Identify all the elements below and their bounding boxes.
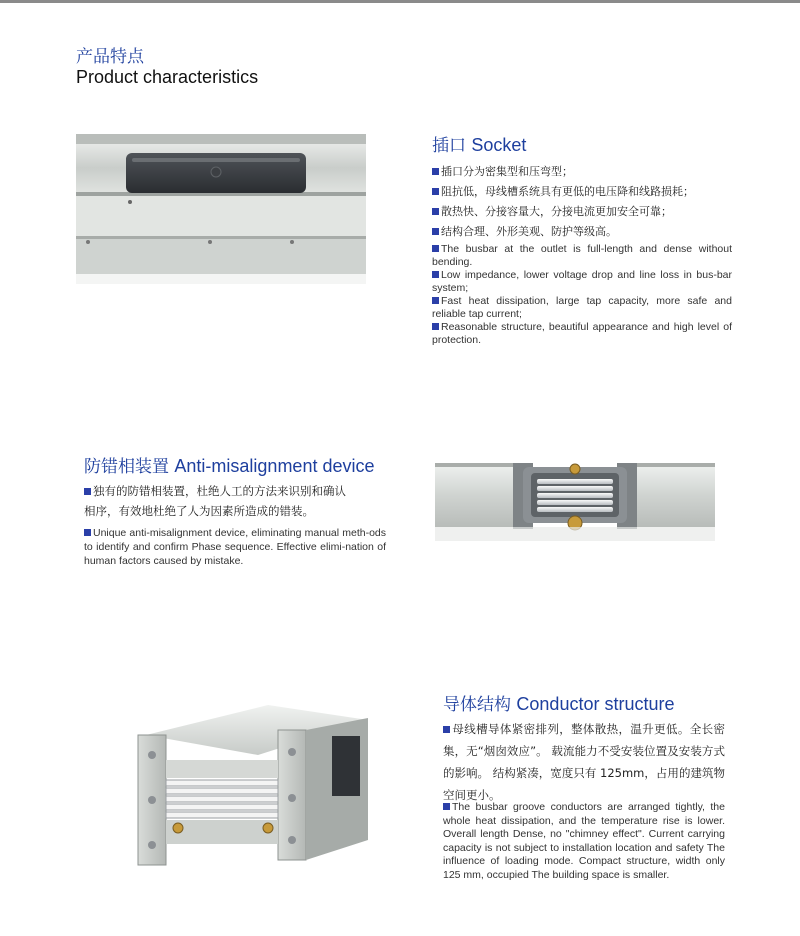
list-item: The busbar at the outlet is full-length and dense without bending. xyxy=(432,243,732,268)
bullet-square-icon xyxy=(443,803,450,810)
list-item: 结构合理、外形美观、防护等级高。 xyxy=(432,222,742,242)
anti-title xyxy=(84,452,375,477)
socket-photo xyxy=(62,120,372,305)
conductor-cn-text: 母线槽导体紧密排列，整体散热，温升更低。全长密集，无“烟囱效应”。 载流能力不受安装位置及安装方式的影响。 结构紧凑，宽度只有 125mm，占用的建筑物空间更小。 xyxy=(443,722,725,802)
anti-misalignment-photo xyxy=(425,405,725,590)
list-item: Low impedance, lower voltage drop and line loss in bus-bar system; xyxy=(432,269,732,294)
conductor-photo xyxy=(118,700,383,890)
bullet-square-icon xyxy=(432,245,439,252)
bullet-square-icon xyxy=(432,297,439,304)
list-item: 散热快、分接容量大，分接电流更加安全可靠； xyxy=(432,202,742,222)
bullet-square-icon xyxy=(432,228,439,235)
bullet-square-icon xyxy=(84,529,91,536)
list-item: Reasonable structure, beautiful appearance and high level of protection. xyxy=(432,321,732,346)
list-item: 插口分为密集型和压弯型； xyxy=(432,162,742,182)
bullet-square-icon xyxy=(432,188,439,195)
bullet-square-icon xyxy=(84,488,91,495)
socket-title-en: Socket xyxy=(471,135,527,155)
socket-title xyxy=(432,131,526,156)
conductor-en-text: The busbar groove conductors are arranged tightly, the whole heat dissipation, and the temperature rise is lower. Overall length Dense, no "chimney effect". Current carrying capacity is not subject to installation location and safety The influence of loading mode. Compact structure, width only 125 mm, occupied The building space is smaller. xyxy=(443,801,725,881)
socket-title-cn: 插口 xyxy=(432,136,466,156)
socket-en-list xyxy=(432,243,732,347)
list-item: Fast heat dissipation, large tap capacity, more safe and reliable tap current; xyxy=(432,295,732,320)
bullet-square-icon xyxy=(443,726,450,733)
conductor-title xyxy=(443,690,674,715)
top-border-line xyxy=(0,0,800,3)
bullet-square-icon xyxy=(432,168,439,175)
bullet-square-icon xyxy=(432,271,439,278)
anti-title-cn: 防错相装置 xyxy=(84,457,169,477)
conductor-title-cn: 导体结构 xyxy=(443,695,511,715)
header-title-cn: 产品特点 xyxy=(76,47,144,67)
anti-title-en: Anti-misalignment device xyxy=(174,456,375,476)
header-title-en: Product characteristics xyxy=(76,67,259,87)
anti-cn-text: 独有的防错相装置，杜绝人工的方法来识别和确认 相序，有效地杜绝了人为因素所造成的错装。 xyxy=(84,484,346,518)
bullet-square-icon xyxy=(432,323,439,330)
list-item: 阻抗低，母线槽系统具有更低的电压降和线路损耗； xyxy=(432,182,742,202)
anti-en-text: Unique anti-misalignment device, eliminating manual meth-ods to identify and confirm Phase sequence. Effective elimi-nation of human factors caused by mistake. xyxy=(84,527,386,567)
bullet-square-icon xyxy=(432,208,439,215)
conductor-title-en: Conductor structure xyxy=(516,694,675,714)
socket-cn-list xyxy=(432,162,742,242)
